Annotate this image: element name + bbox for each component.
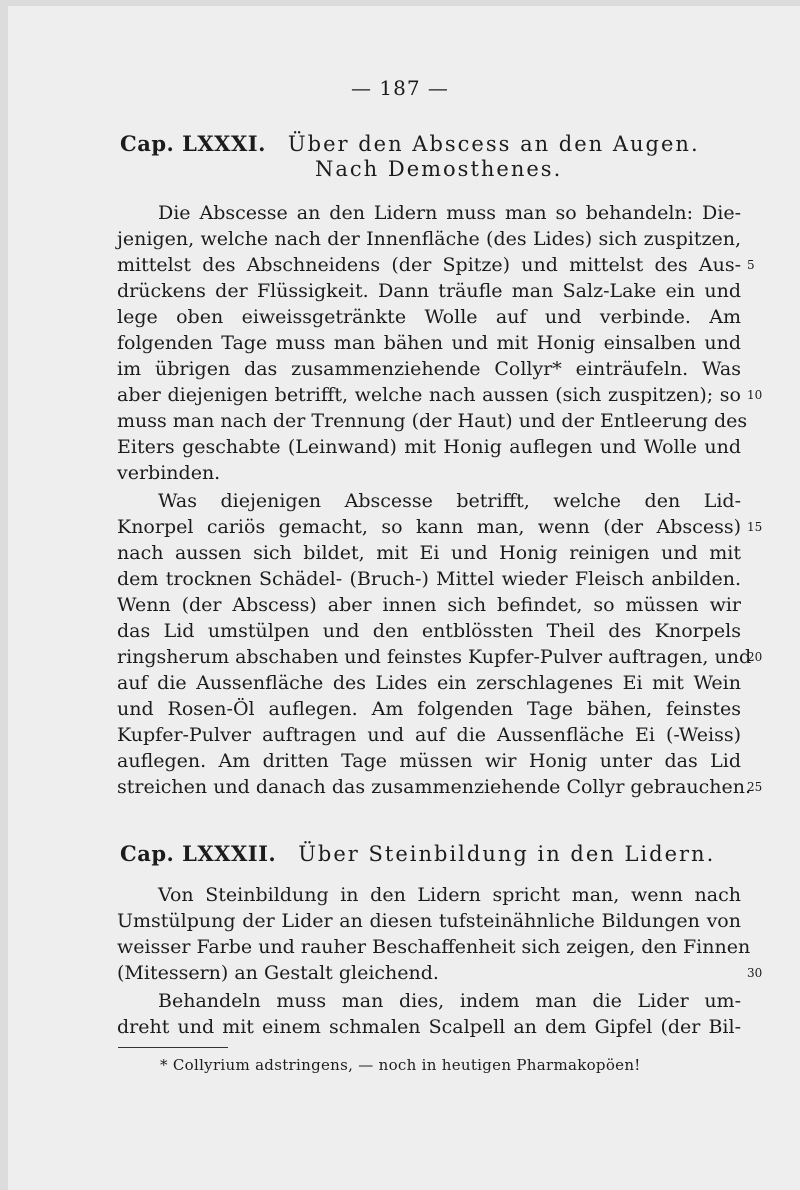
text-line: dem trocknen Schädel- (Bruch-) Mittel wieder Fleisch anbilden. — [117, 568, 741, 590]
line-number: 20 — [747, 650, 763, 664]
text-line: Kupfer-Pulver auftragen und auf die Aussenfläche Ei (-Weiss) — [117, 724, 741, 746]
text-line: folgenden Tage muss man bähen und mit Honig einsalben und — [117, 332, 741, 354]
text-line: nach aussen sich bildet, mit Ei und Honig reinigen und mit — [117, 542, 741, 564]
text-line: im übrigen das zusammenziehende Collyr* einträufeln. Was — [117, 358, 741, 380]
text-line: Von Steinbildung in den Lidern spricht man, wenn nach — [158, 884, 741, 906]
chapter-81-heading — [120, 130, 760, 158]
text-line: muss man nach der Trennung (der Haut) und der Entleerung des — [117, 410, 748, 432]
chapter-81-subtitle: Nach Demosthenes. — [315, 157, 563, 181]
line-number: 5 — [747, 258, 755, 272]
text-line: lege oben eiweissgetränkte Wolle auf und verbinde. Am — [117, 306, 741, 328]
text-line: auf die Aussenfläche des Lides ein zerschlagenes Ei mit Wein — [117, 672, 741, 694]
text-line: Eiters geschabte (Leinwand) mit Honig auflegen und Wolle und — [117, 436, 741, 458]
text-line: das Lid umstülpen und den entblössten Theil des Knorpels — [117, 620, 741, 642]
text-line: Wenn (der Abscess) aber innen sich befindet, so müssen wir — [117, 594, 741, 616]
line-number: 25 — [747, 780, 763, 794]
chapter-82-number: Cap. LXXXII. — [120, 841, 277, 866]
text-line: Umstülpung der Lider an diesen tufsteinähnliche Bildungen von — [117, 910, 741, 932]
text-line: und Rosen-Öl auflegen. Am folgenden Tage bähen, feinstes — [117, 698, 741, 720]
text-line: streichen und danach das zusammenziehende Collyr gebrauchen. — [117, 776, 752, 798]
text-line: drückens der Flüssigkeit. Dann träufle man Salz-Lake ein und — [117, 280, 741, 302]
footnote-rule — [118, 1047, 228, 1048]
footnote: * Collyrium adstringens, — noch in heutigen Pharmakopöen! — [160, 1056, 641, 1074]
chapter-81-title: Über den Abscess an den Augen. — [287, 132, 700, 156]
text-line: ringsherum abschaben und feinstes Kupfer-Pulver auftragen, und — [117, 646, 752, 668]
chapter-82-heading — [120, 840, 760, 868]
line-number: 10 — [747, 388, 763, 402]
text-line: Behandeln muss man dies, indem man die Lider um- — [158, 990, 741, 1012]
text-line: auflegen. Am dritten Tage müssen wir Honig unter das Lid — [117, 750, 741, 772]
text-line: aber diejenigen betrifft, welche nach aussen (sich zuspitzen); so — [117, 384, 741, 406]
text-line: Was diejenigen Abscesse betrifft, welche den Lid- — [158, 490, 741, 512]
text-line: Knorpel cariös gemacht, so kann man, wenn (der Abscess) — [117, 516, 741, 538]
text-line: weisser Farbe und rauher Beschaffenheit sich zeigen, den Finnen — [117, 936, 751, 958]
text-line: verbinden. — [117, 462, 221, 484]
text-line: jenigen, welche nach der Innenfläche (des Lides) sich zuspitzen, — [117, 228, 741, 250]
text-line: Die Abscesse an den Lidern muss man so behandeln: Die- — [158, 202, 741, 224]
chapter-82-title: Über Steinbildung in den Lidern. — [298, 842, 716, 866]
line-number: 15 — [747, 520, 763, 534]
text-line: dreht und mit einem schmalen Scalpell an dem Gipfel (der Bil- — [117, 1016, 741, 1038]
text-line: (Mitessern) an Gestalt gleichend. — [117, 962, 439, 984]
page-number: — 187 — — [351, 76, 449, 100]
line-number: 30 — [747, 966, 763, 980]
text-line: mittelst des Abschneidens (der Spitze) und mittelst des Aus- — [117, 254, 741, 276]
chapter-81-number: Cap. LXXXI. — [120, 131, 266, 156]
